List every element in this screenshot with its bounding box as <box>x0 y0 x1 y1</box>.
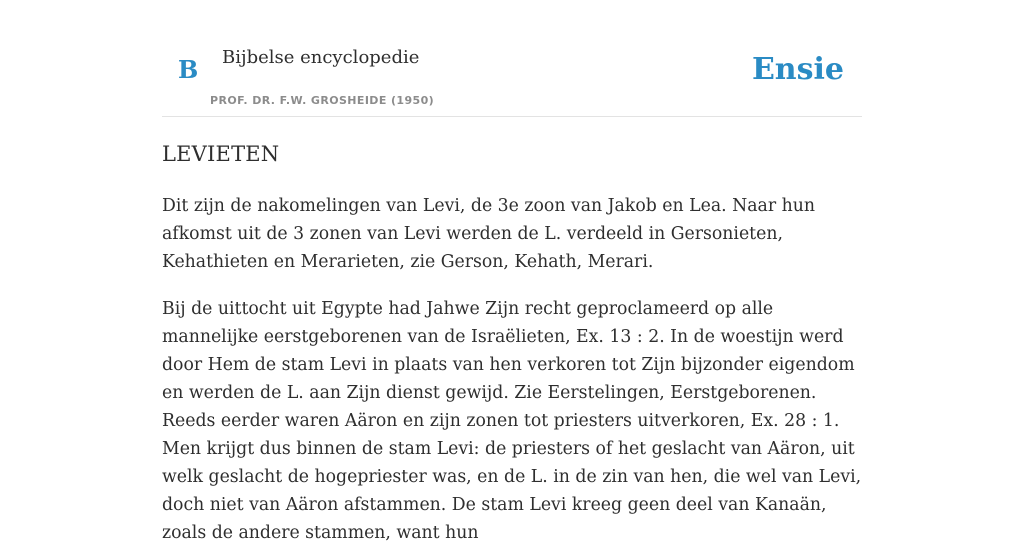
book-title[interactable]: Bijbelse encyclopedie <box>222 47 420 68</box>
book-header <box>162 0 862 117</box>
book-badge: B <box>178 55 199 84</box>
article-paragraph: Dit zijn de nakomelingen van Levi, de 3e zoon van Jakob en Lea. Naar hun afkomst uit de 3 zonen van Levi werden de L. verdeeld in Gersonieten, Kehathieten en Merarieten, zie Gerson, Kehath, Merari. <box>162 196 816 272</box>
ensie-logo[interactable]: Ensie <box>751 52 844 87</box>
article-paragraph: Bij de uittocht uit Egypte had Jahwe Zijn recht geproclameerd op alle mannelijke eerstgeborenen van de Israëlieten, Ex. 13 : 2. In de woestijn werd door Hem de stam Levi in plaats van hen verkoren tot Zijn bijzonder eigendom en werden de L. aan Zijn dienst gewijd. Zie Eerstelingen, Eerstgeborenen. Reeds eerder waren Aäron en zijn zonen tot priesters uitverkoren, Ex. 28 : 1. Men krijgt dus binnen de stam Levi: de priesters of het geslacht van Aäron, uit welk geslacht de hogepriester was, en de L. in de zin van hen, die wel van Levi, doch niet van Aäron afstammen. De stam Levi kreeg geen deel van Kanaän, zoals de andere stammen, want hun <box>162 299 862 543</box>
book-author: PROF. DR. F.W. GROSHEIDE (1950) <box>210 94 435 107</box>
article-title: LEVIETEN <box>162 142 280 166</box>
article-content <box>162 136 862 547</box>
